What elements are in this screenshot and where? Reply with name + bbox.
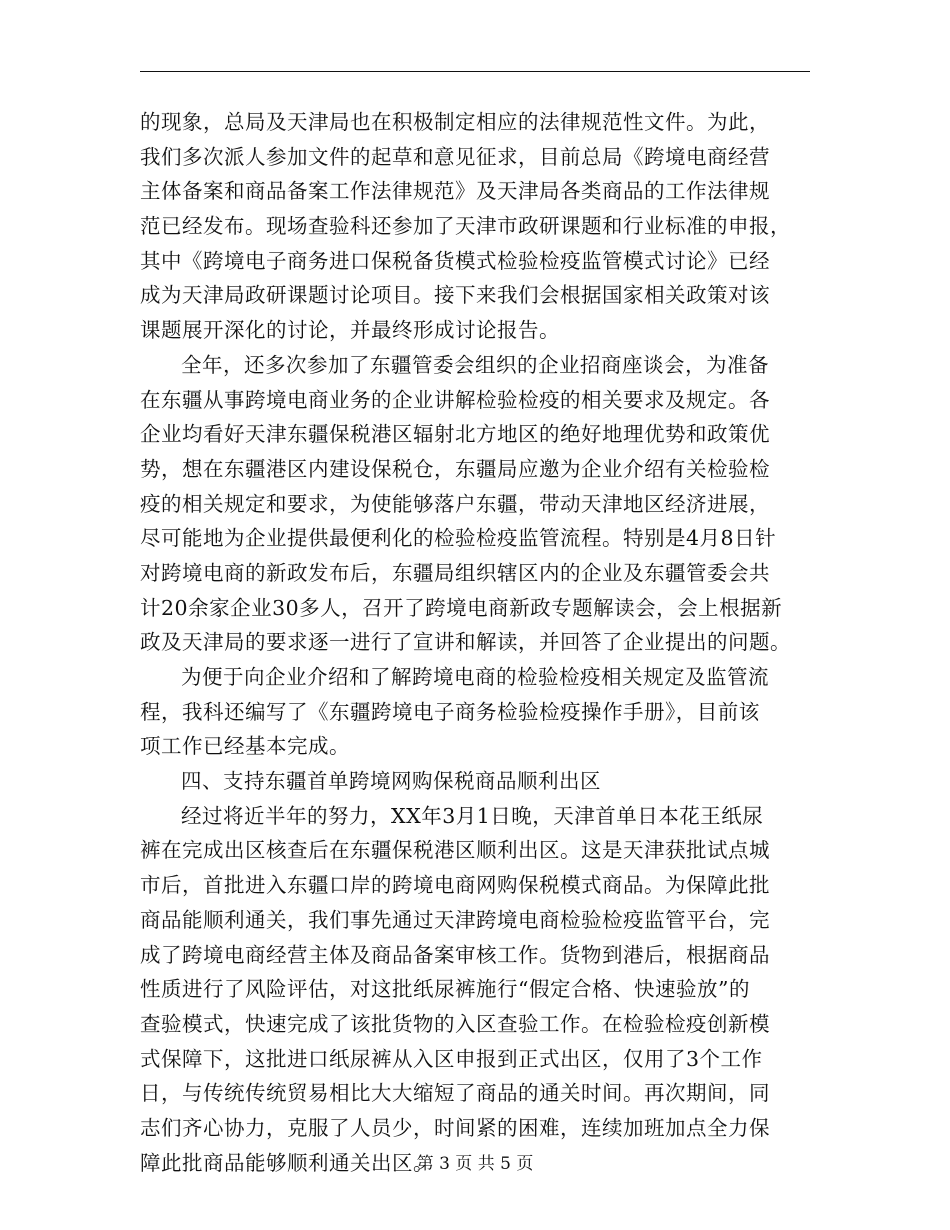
- text-line: 企业均看好天津东疆保税港区辐射北方地区的绝好地理优势和政策优: [140, 422, 770, 447]
- text-line: 课题展开深化的讨论，并最终形成讨论报告。: [140, 318, 560, 343]
- text-line: 日，与传统传统贸易相比大大缩短了商品的通关时间。再次期间，同: [140, 1081, 770, 1106]
- text-line: 项工作已经基本完成。: [140, 734, 350, 759]
- text-line: 我们多次派人参加文件的起草和意见征求，目前总局《跨境电商经营: [140, 144, 770, 169]
- text-line: 计20余家企业30多人，召开了跨境电商新政专题解读会，会上根据新: [140, 595, 783, 620]
- text-line: 对跨境电商的新政发布后，东疆局组织辖区内的企业及东疆管委会共: [140, 560, 770, 585]
- text-line: 在东疆从事跨境电商业务的企业讲解检验检疫的相关要求及规定。各: [140, 387, 770, 412]
- header-rule: [140, 71, 810, 72]
- paragraph-first-line: 全年，还多次参加了东疆管委会组织的企业招商座谈会，为准备: [181, 352, 769, 377]
- text-line: 主体备案和商品备案工作法律规范》及天津局各类商品的工作法律规: [140, 179, 770, 204]
- paragraph-first-line: 经过将近半年的努力，XX年3月1日晚，天津首单日本花王纸尿: [181, 803, 764, 828]
- page-number: 第 3 页 共 5 页: [416, 1154, 534, 1174]
- text-line: 势，想在东疆港区内建设保税仓，东疆局应邀为企业介绍有关检验检: [140, 456, 770, 481]
- text-line: 疫的相关规定和要求，为使能够落户东疆，带动天津地区经济进展，: [140, 491, 770, 516]
- text-line: 裤在完成出区核查后在东疆保税港区顺利出区。这是天津获批试点城: [140, 838, 770, 863]
- text-line: 志们齐心协力，克服了人员少，时间紧的困难，连续加班加点全力保: [140, 1115, 770, 1140]
- text-line: 政及天津局的要求逐一进行了宣讲和解读，并回答了企业提出的问题。: [140, 630, 791, 655]
- text-line: 性质进行了风险评估，对这批纸尿裤施行“假定合格、快速验放”的: [140, 977, 750, 1002]
- text-line: 范已经发布。现场查验科还参加了天津市政研课题和行业标准的申报，: [140, 214, 791, 239]
- section-heading: 四、支持东疆首单跨境网购保税商品顺利出区: [181, 769, 601, 794]
- text-line: 其中《跨境电子商务进口保税备货模式检验检疫监管模式讨论》已经: [140, 248, 770, 273]
- text-line: 市后，首批进入东疆口岸的跨境电商网购保税模式商品。为保障此批: [140, 873, 770, 898]
- text-line: 商品能顺利通关，我们事先通过天津跨境电商检验检疫监管平台，完: [140, 907, 770, 932]
- text-line: 程，我科还编写了《东疆跨境电子商务检验检疫操作手册》，目前该: [140, 699, 760, 724]
- text-line: 障此批商品能够顺利通关出区。: [140, 1150, 434, 1175]
- text-line: 成为天津局政研课题讨论项目。接下来我们会根据国家相关政策对该: [140, 283, 770, 308]
- document-body: [140, 105, 810, 1180]
- text-line: 式保障下，这批进口纸尿裤从入区申报到正式出区，仅用了3个工作: [140, 1046, 763, 1071]
- text-line: 尽可能地为企业提供最便利化的检验检疫监管流程。特别是4月8日针: [140, 526, 777, 551]
- text-line: 成了跨境电商经营主体及商品备案审核工作。货物到港后，根据商品: [140, 942, 770, 967]
- text-line: 的现象，总局及天津局也在积极制定相应的法律规范性文件。为此，: [140, 110, 770, 134]
- paragraph-first-line: 为便于向企业介绍和了解跨境电商的检验检疫相关规定及监管流: [181, 665, 769, 689]
- text-line: 查验模式，快速完成了该批货物的入区查验工作。在检验检疫创新模: [140, 1011, 770, 1036]
